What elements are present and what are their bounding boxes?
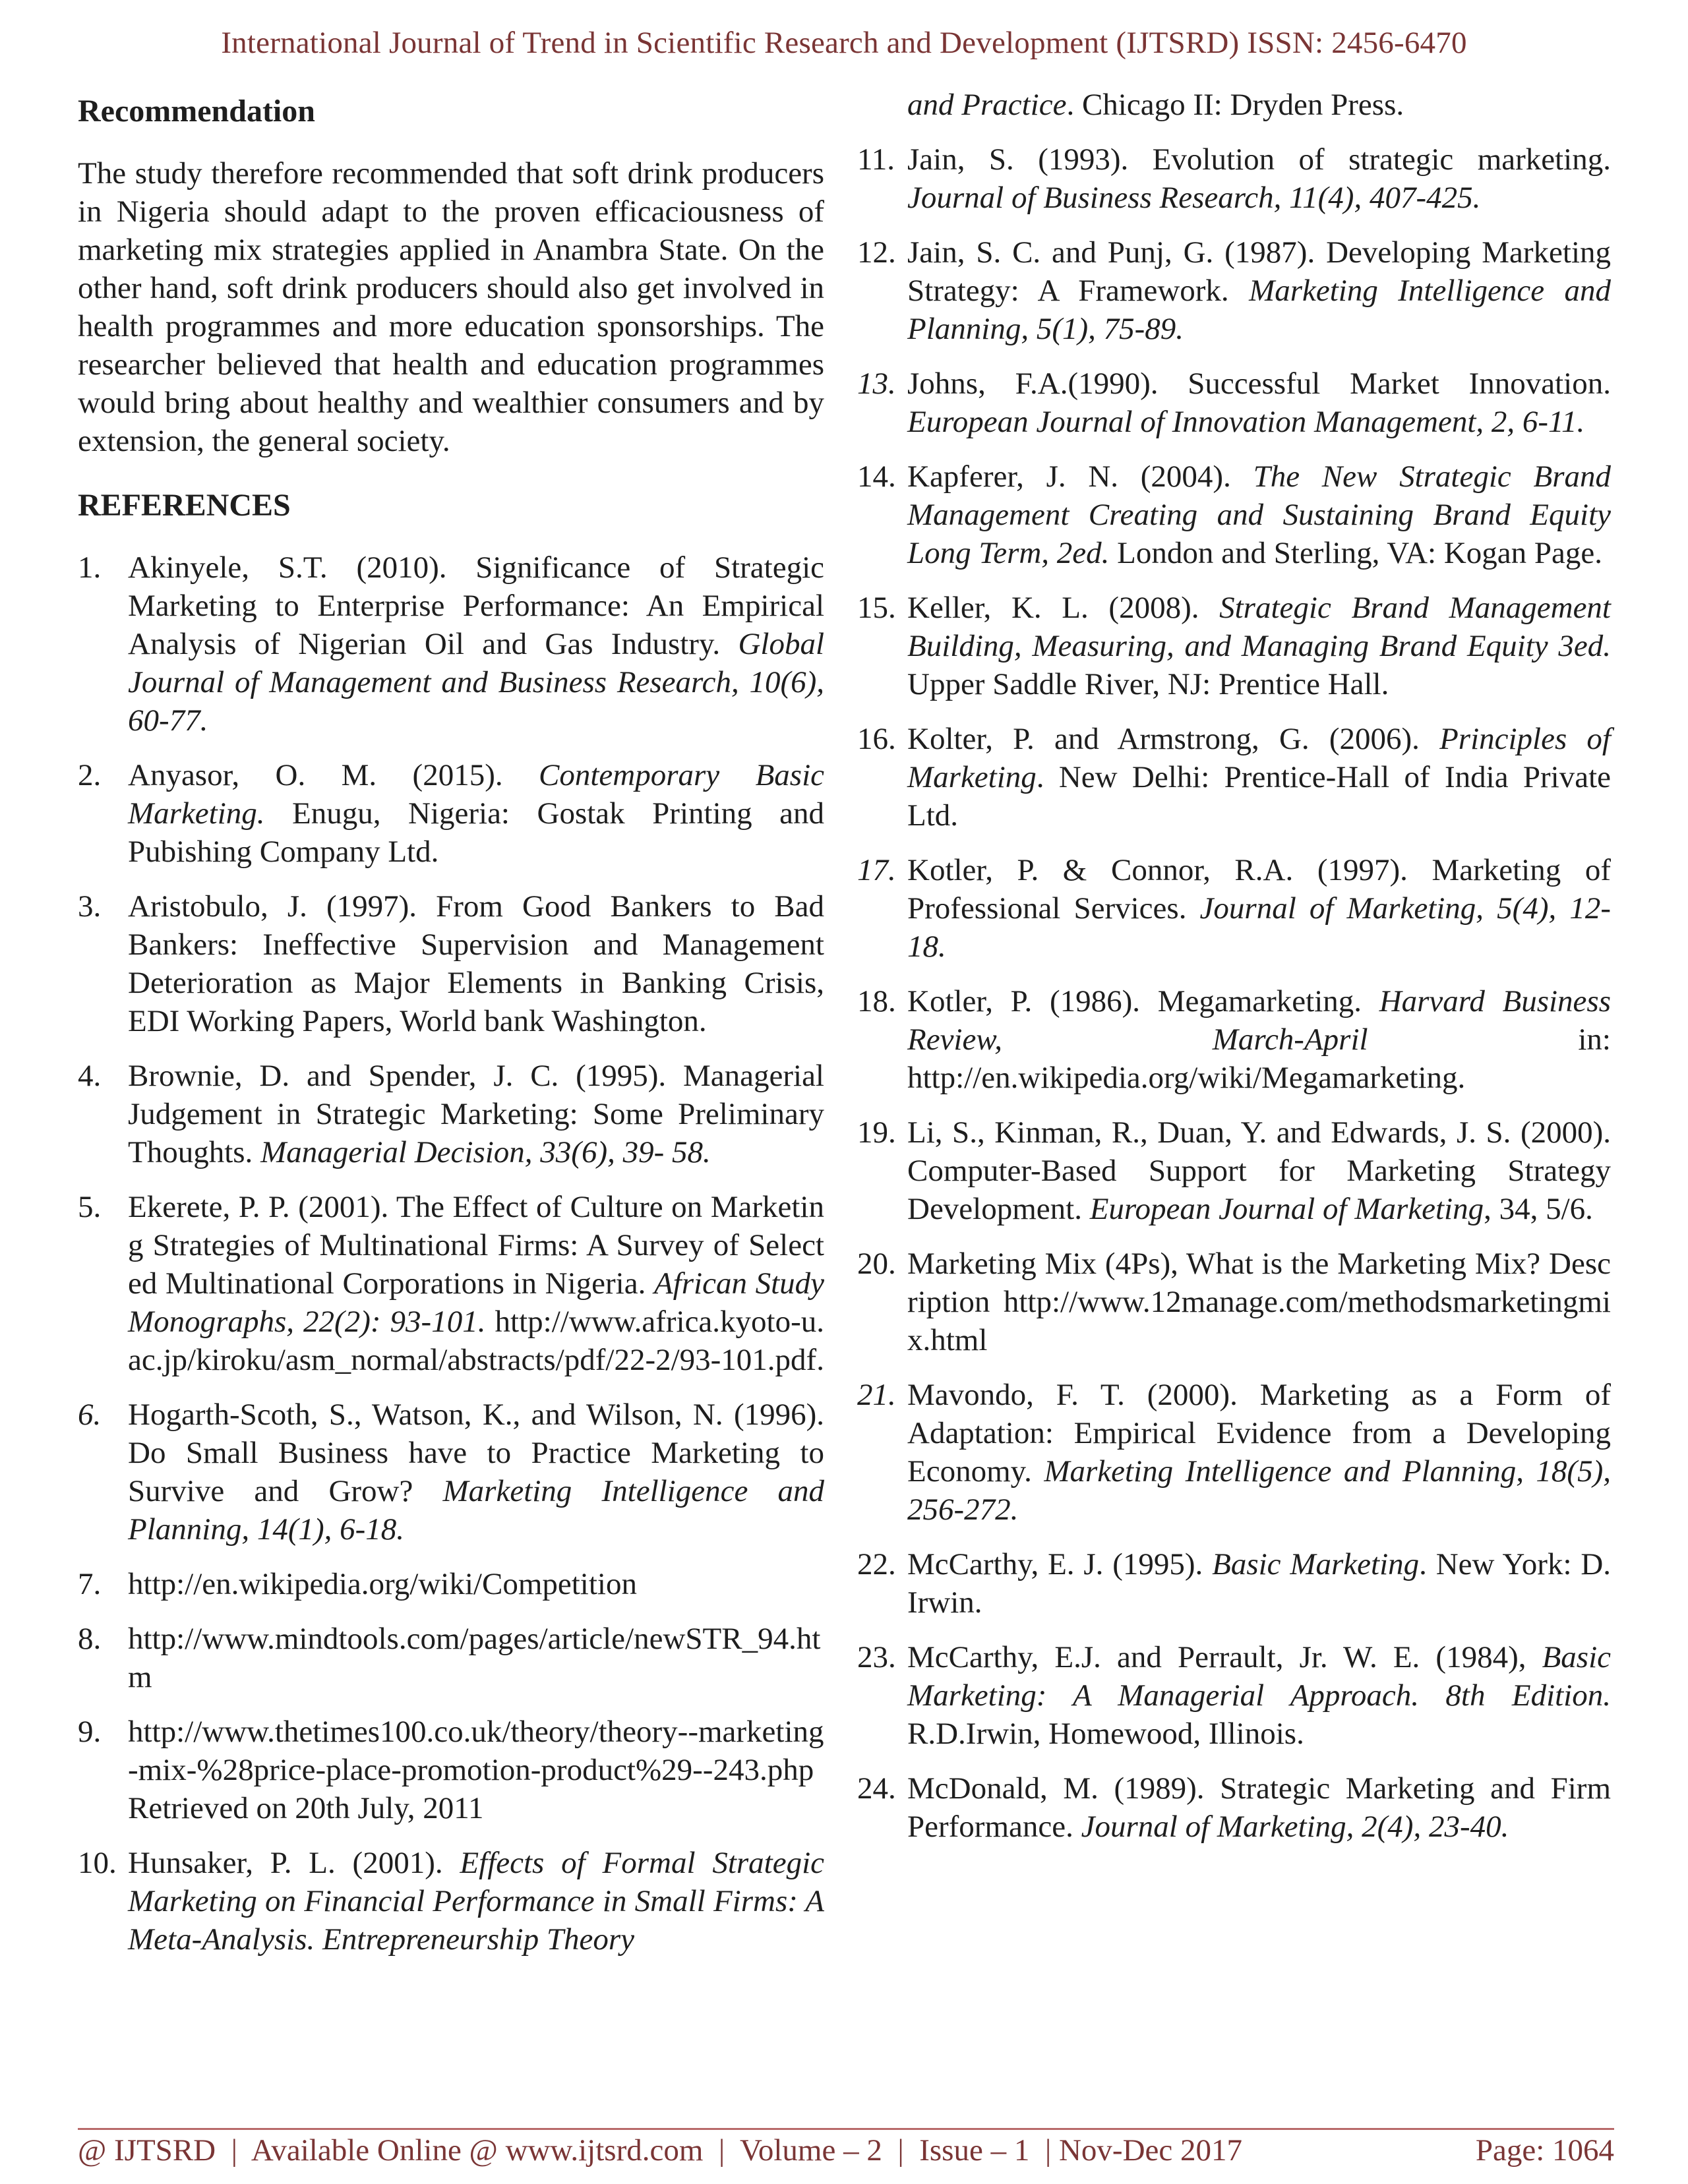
- reference-url: http://www.africa.kyoto-u.ac.jp/kiroku/asm_normal/abstracts/pdf/22-2/93-101.pdf.: [128, 1305, 824, 1377]
- reference-item: [78, 1620, 824, 1696]
- reference-item: [857, 1245, 1611, 1359]
- references-heading: REFERENCES: [78, 488, 291, 523]
- reference-text: McDonald, M. (1989). Strategic Marketing and Firm Performance.: [907, 1771, 1611, 1844]
- reference-item: [857, 1638, 1611, 1753]
- reference-source: Basic Marketing: [1212, 1547, 1420, 1581]
- page-footer: [78, 2131, 1614, 2170]
- reference-item: [857, 1376, 1611, 1529]
- reference-continuation: [857, 86, 1611, 124]
- reference-number: 21.: [857, 1378, 896, 1412]
- reference-item: [78, 1057, 824, 1171]
- reference-item: [857, 365, 1611, 441]
- reference-item: [857, 1545, 1611, 1622]
- reference-text: Hunsaker, P. L. (2001).: [128, 1846, 460, 1880]
- reference-item: [78, 1396, 824, 1549]
- reference-text: Kolter, P. and Armstrong, G. (2006).: [907, 722, 1440, 756]
- reference-item: [857, 1769, 1611, 1846]
- reference-publisher: Enugu, Nigeria: Gostak Printing and Pubishing Company Ltd.: [128, 796, 824, 869]
- reference-source: European Journal of Marketing: [1089, 1192, 1484, 1226]
- reference-text: Kotler, P. & Connor, R.A. (1997). Marketing of Professional Services.: [907, 853, 1611, 926]
- reference-source: European Journal of Innovation Management, 2, 6-11.: [907, 405, 1585, 439]
- reference-item: [857, 720, 1611, 835]
- reference-number: 11.: [857, 142, 895, 177]
- footer-page-number: Page: 1064: [1475, 2133, 1614, 2168]
- reference-publisher: . Chicago II: Dryden Press.: [1066, 88, 1404, 122]
- journal-header: International Journal of Trend in Scientific Research and Development (IJTSRD) ISSN: 2456-6470: [221, 26, 1467, 60]
- reference-number: 3.: [78, 889, 102, 924]
- reference-number: 22.: [857, 1547, 896, 1581]
- recommendation-paragraph: The study therefore recommended that soft drink producers in Nigeria should adapt to the proven efficaciousness of marketing mix strategies applied in Anambra State. On the other hand, soft drink producers should also get involved in health programmes and more education sponsorships. The researcher believed that health and education programmes would bring about healthy and wealthier consumers and by extension, the general society.: [78, 156, 824, 458]
- reference-number: 5.: [78, 1190, 102, 1224]
- reference-publisher: . New Delhi: Prentice-Hall of India Private Ltd.: [907, 760, 1611, 833]
- reference-url: http://www.mindtools.com/pages/article/newSTR_94.htm: [128, 1622, 821, 1694]
- reference-publisher: London and Sterling, VA: Kogan Page.: [1109, 536, 1603, 570]
- reference-number: 18.: [857, 984, 896, 1018]
- reference-publisher: , 34, 5/6.: [1484, 1192, 1593, 1226]
- reference-text: Anyasor, O. M. (2015).: [128, 758, 539, 792]
- reference-number: 8.: [78, 1622, 102, 1656]
- reference-source: Marketing Intelligence and Planning, 18(5), 256-272.: [907, 1454, 1611, 1527]
- reference-source: Journal of Business Research, 11(4), 407-425.: [907, 181, 1481, 215]
- reference-source: Managerial Decision, 33(6), 39- 58.: [260, 1135, 711, 1169]
- reference-url: http://www.thetimes100.co.uk/theory/theory--marketing-mix-%28price-place-promotion-product%29--243.php Retrieved on 20th July, 2011: [128, 1715, 824, 1825]
- reference-text: Marketing Mix (4Ps), What is the Marketing Mix? Description http://www.12manage.com/methodsmarketingmix.html: [907, 1247, 1611, 1357]
- reference-item: [78, 1188, 824, 1379]
- reference-text: Li, S., Kinman, R., Duan, Y. and Edwards, J. S. (2000). Computer-Based Support for Marketing Strategy Development.: [907, 1115, 1611, 1226]
- footer-divider: [78, 2128, 1614, 2130]
- reference-publisher: Upper Saddle River, NJ: Prentice Hall.: [907, 667, 1389, 701]
- reference-item: [78, 887, 824, 1040]
- reference-item: [857, 1113, 1611, 1228]
- reference-publisher: . New York: D. Irwin.: [907, 1547, 1612, 1620]
- reference-number: 7.: [78, 1567, 102, 1601]
- reference-text: Hogarth-Scoth, S., Watson, K., and Wilson, N. (1996). Do Small Business have to Practice Marketing to Survive and Grow?: [128, 1398, 824, 1508]
- reference-source: Effects of Formal Strategic Marketing on Financial Performance in Small Firms: A Meta-Analysis. Entrepreneurship Theory: [128, 1846, 824, 1957]
- reference-source: Journal of Marketing, 2(4), 23-40.: [1081, 1810, 1509, 1844]
- reference-text: Aristobulo, J. (1997). From Good Bankers to Bad Bankers: Ineffective Supervision and Management Deterioration as Major Elements in Banking Crisis, EDI Working Papers, World bank Washington.: [128, 889, 824, 1038]
- reference-source: Marketing Intelligence and Planning, 5(1), 75-89.: [907, 274, 1611, 346]
- left-column: [78, 86, 824, 1975]
- reference-number: 14.: [857, 459, 896, 494]
- reference-source: Global Journal of Management and Business Research, 10(6), 60-77.: [128, 627, 824, 738]
- reference-number: 24.: [857, 1771, 896, 1806]
- reference-number: 6.: [78, 1398, 102, 1432]
- reference-text: Akinyele, S.T. (2010). Significance of Strategic Marketing to Enterprise Performance: An Empirical Analysis of Nigerian Oil and Gas Industry.: [128, 550, 824, 661]
- reference-number: 9.: [78, 1715, 102, 1749]
- reference-text: Brownie, D. and Spender, J. C. (1995). Managerial Judgement in Strategic Marketing: Some Preliminary Thoughts.: [128, 1059, 824, 1169]
- reference-item: [857, 589, 1611, 703]
- reference-source: Basic Marketing: A Managerial Approach. 8th Edition.: [907, 1640, 1611, 1713]
- reference-item: [78, 1713, 824, 1827]
- reference-item: [857, 982, 1611, 1097]
- reference-text: Mavondo, F. T. (2000). Marketing as a Form of Adaptation: Empirical Evidence from a Developing Economy.: [907, 1378, 1611, 1489]
- reference-text: McCarthy, E. J. (1995).: [907, 1547, 1213, 1581]
- reference-number: 20.: [857, 1247, 896, 1281]
- reference-source: Harvard Business Review, March-April: [907, 984, 1612, 1057]
- right-column: [857, 86, 1611, 1862]
- reference-number: 19.: [857, 1115, 896, 1150]
- reference-number: 1.: [78, 550, 102, 585]
- reference-item: [78, 1844, 824, 1959]
- reference-text: Jain, S. (1993). Evolution of strategic marketing.: [907, 142, 1611, 177]
- reference-url: http://en.wikipedia.org/wiki/Competition: [128, 1567, 637, 1601]
- reference-text: Ekerete, P. P. (2001). The Effect of Culture on Marketing Strategies of Multinational Firms: A Survey of Selected Multinational Corporations in Nigeria.: [128, 1190, 824, 1301]
- reference-number: 17.: [857, 853, 896, 887]
- reference-text: Keller, K. L. (2008).: [907, 591, 1220, 625]
- reference-item: [857, 457, 1611, 572]
- reference-number: 13.: [857, 367, 896, 401]
- reference-item: [78, 1565, 824, 1603]
- reference-number: 12.: [857, 235, 896, 270]
- reference-number: 2.: [78, 758, 102, 792]
- reference-text: Johns, F.A.(1990). Successful Market Innovation.: [907, 367, 1611, 401]
- reference-url: in: http://en.wikipedia.org/wiki/Megamarketing.: [907, 1022, 1611, 1095]
- reference-text: Jain, S. C. and Punj, G. (1987). Developing Marketing Strategy: A Framework.: [907, 235, 1611, 308]
- reference-text: McCarthy, E.J. and Perrault, Jr. W. E. (1984),: [907, 1640, 1542, 1674]
- reference-publisher: R.D.Irwin, Homewood, Illinois.: [907, 1717, 1304, 1751]
- reference-source: and Practice: [907, 88, 1067, 122]
- reference-number: 16.: [857, 722, 896, 756]
- reference-source: Marketing Intelligence and Planning, 14(1), 6-18.: [128, 1474, 825, 1547]
- reference-item: [78, 548, 824, 740]
- reference-text: Kotler, P. (1986). Megamarketing.: [907, 984, 1379, 1018]
- reference-source: Principles of Marketing: [907, 722, 1611, 794]
- reference-source: Journal of Marketing, 5(4), 12-18.: [907, 891, 1611, 964]
- reference-item: [857, 233, 1611, 348]
- reference-source: African Study Monographs, 22(2): 93-101.: [128, 1266, 824, 1339]
- recommendation-heading: Recommendation: [78, 94, 315, 129]
- reference-source: The New Strategic Brand Management Creating and Sustaining Brand Equity Long Term, 2ed.: [907, 459, 1611, 570]
- footer-publication-info: @ IJTSRD | Available Online @ www.ijtsrd.com | Volume – 2 | Issue – 1 | Nov-Dec 2017: [78, 2133, 1242, 2168]
- reference-source: Contemporary Basic Marketing.: [128, 758, 824, 831]
- reference-item: [857, 851, 1611, 966]
- reference-item: [857, 140, 1611, 217]
- reference-number: 10.: [78, 1846, 117, 1880]
- reference-number: 15.: [857, 591, 896, 625]
- reference-number: 4.: [78, 1059, 102, 1093]
- reference-item: [78, 756, 824, 871]
- reference-source: Strategic Brand Management Building, Measuring, and Managing Brand Equity 3ed.: [907, 591, 1611, 663]
- reference-number: 23.: [857, 1640, 896, 1674]
- reference-text: Kapferer, J. N. (2004).: [907, 459, 1253, 494]
